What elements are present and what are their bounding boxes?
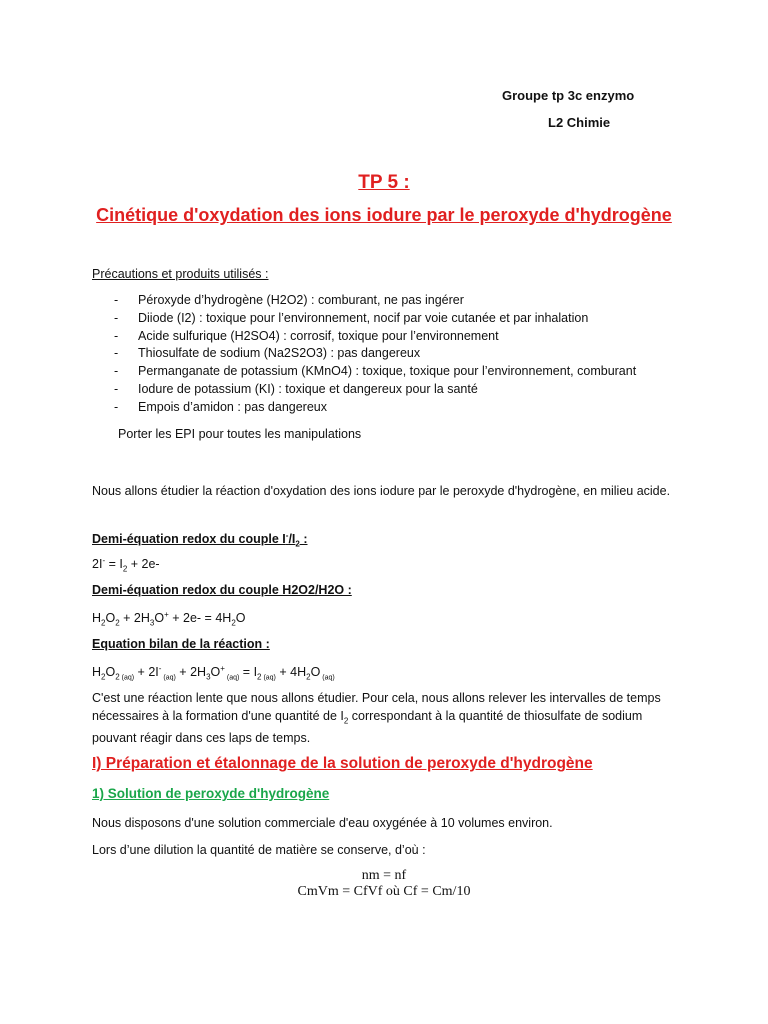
precautions-heading: Précautions et produits utilisés : — [92, 267, 269, 281]
dilution-text: Lors d’une dilution la quantité de matière se conserve, d’où : — [92, 843, 426, 857]
intro-paragraph: Nous allons étudier la réaction d'oxydation des ions iodure par le peroxyde d'hydrogène, en milieu acide. — [92, 484, 671, 498]
group-label: Groupe tp 3c enzymo — [502, 88, 635, 103]
half-equation-2-heading: Demi-équation redox du couple H2O2/H2O : — [92, 583, 352, 597]
half-equation-1-heading: Demi-équation redox du couple $I^-/I_2$ : — [92, 531, 308, 549]
precautions-list — [94, 292, 714, 417]
subsection-1-heading: 1) Solution de peroxyde d'hydrogène — [92, 786, 330, 801]
list-item: - Péroxyde d’hydrogène (H2O2) : comburant, ne pas ingérer — [94, 292, 714, 310]
document-title: Cinétique d'oxydation des ions iodure par le peroxyde d'hydrogène — [96, 205, 672, 225]
level-label: L2 Chimie — [548, 115, 611, 130]
list-item: - Empois d’amidon : pas dangereux — [94, 399, 714, 417]
list-item: - Diiode (I2) : toxique pour l’environnement, nocif par voie cutanée et par inhalation — [94, 310, 714, 328]
list-item: - Permanganate de potassium (KMnO4) : toxique, toxique pour l’environnement, comburant — [94, 363, 714, 381]
formula-mole-conservation: nm = nf — [361, 868, 407, 883]
list-item: - Iodure de potassium (KI) : toxique et dangereux pour la santé — [94, 381, 714, 399]
epi-note: Porter les EPI pour toutes les manipulations — [118, 427, 362, 441]
commercial-solution-text: Nous disposons d'une solution commerciale d'eau oxygénée à 10 volumes environ. — [92, 816, 553, 830]
slow-reaction-paragraph: C'est une réaction lente que nous allons étudier. Pour cela, nous allons relever les intervalles de temps nécessaires à la formation d'une quantité de $I_2$ correspondant à la quantité de thiosulfate de sodium pouvant réagir dans ces laps de temps. — [92, 691, 661, 745]
half-equation-2: $H_2O_2 + 2H_3O^+ + 2e- = 4H_2O$ — [92, 610, 246, 628]
formula-dilution: CmVm = CfVf où Cf = Cm/10 — [297, 884, 471, 899]
balance-equation-heading: Equation bilan de la réaction : — [92, 637, 270, 651]
list-item: - Thiosulfate de sodium (Na2S2O3) : pas dangereux — [94, 345, 714, 363]
section-1-heading: I) Préparation et étalonnage de la solution de peroxyde d'hydrogène — [92, 755, 593, 772]
list-item: - Acide sulfurique (H2SO4) : corrosif, toxique pour l’environnement — [94, 328, 714, 346]
half-equation-1: $2I^- = I_2 + 2e-$ — [92, 556, 160, 574]
balance-equation: $H_2O_2$ $_{(aq)}$ + 2I- $_{(aq)} + 2H_3O^+$ $_{(aq)} = I_2$ $_{(aq)} + 4H_2O$ $_{(aq)}$ — [92, 664, 335, 682]
tp-title: TP 5 : — [358, 172, 410, 193]
